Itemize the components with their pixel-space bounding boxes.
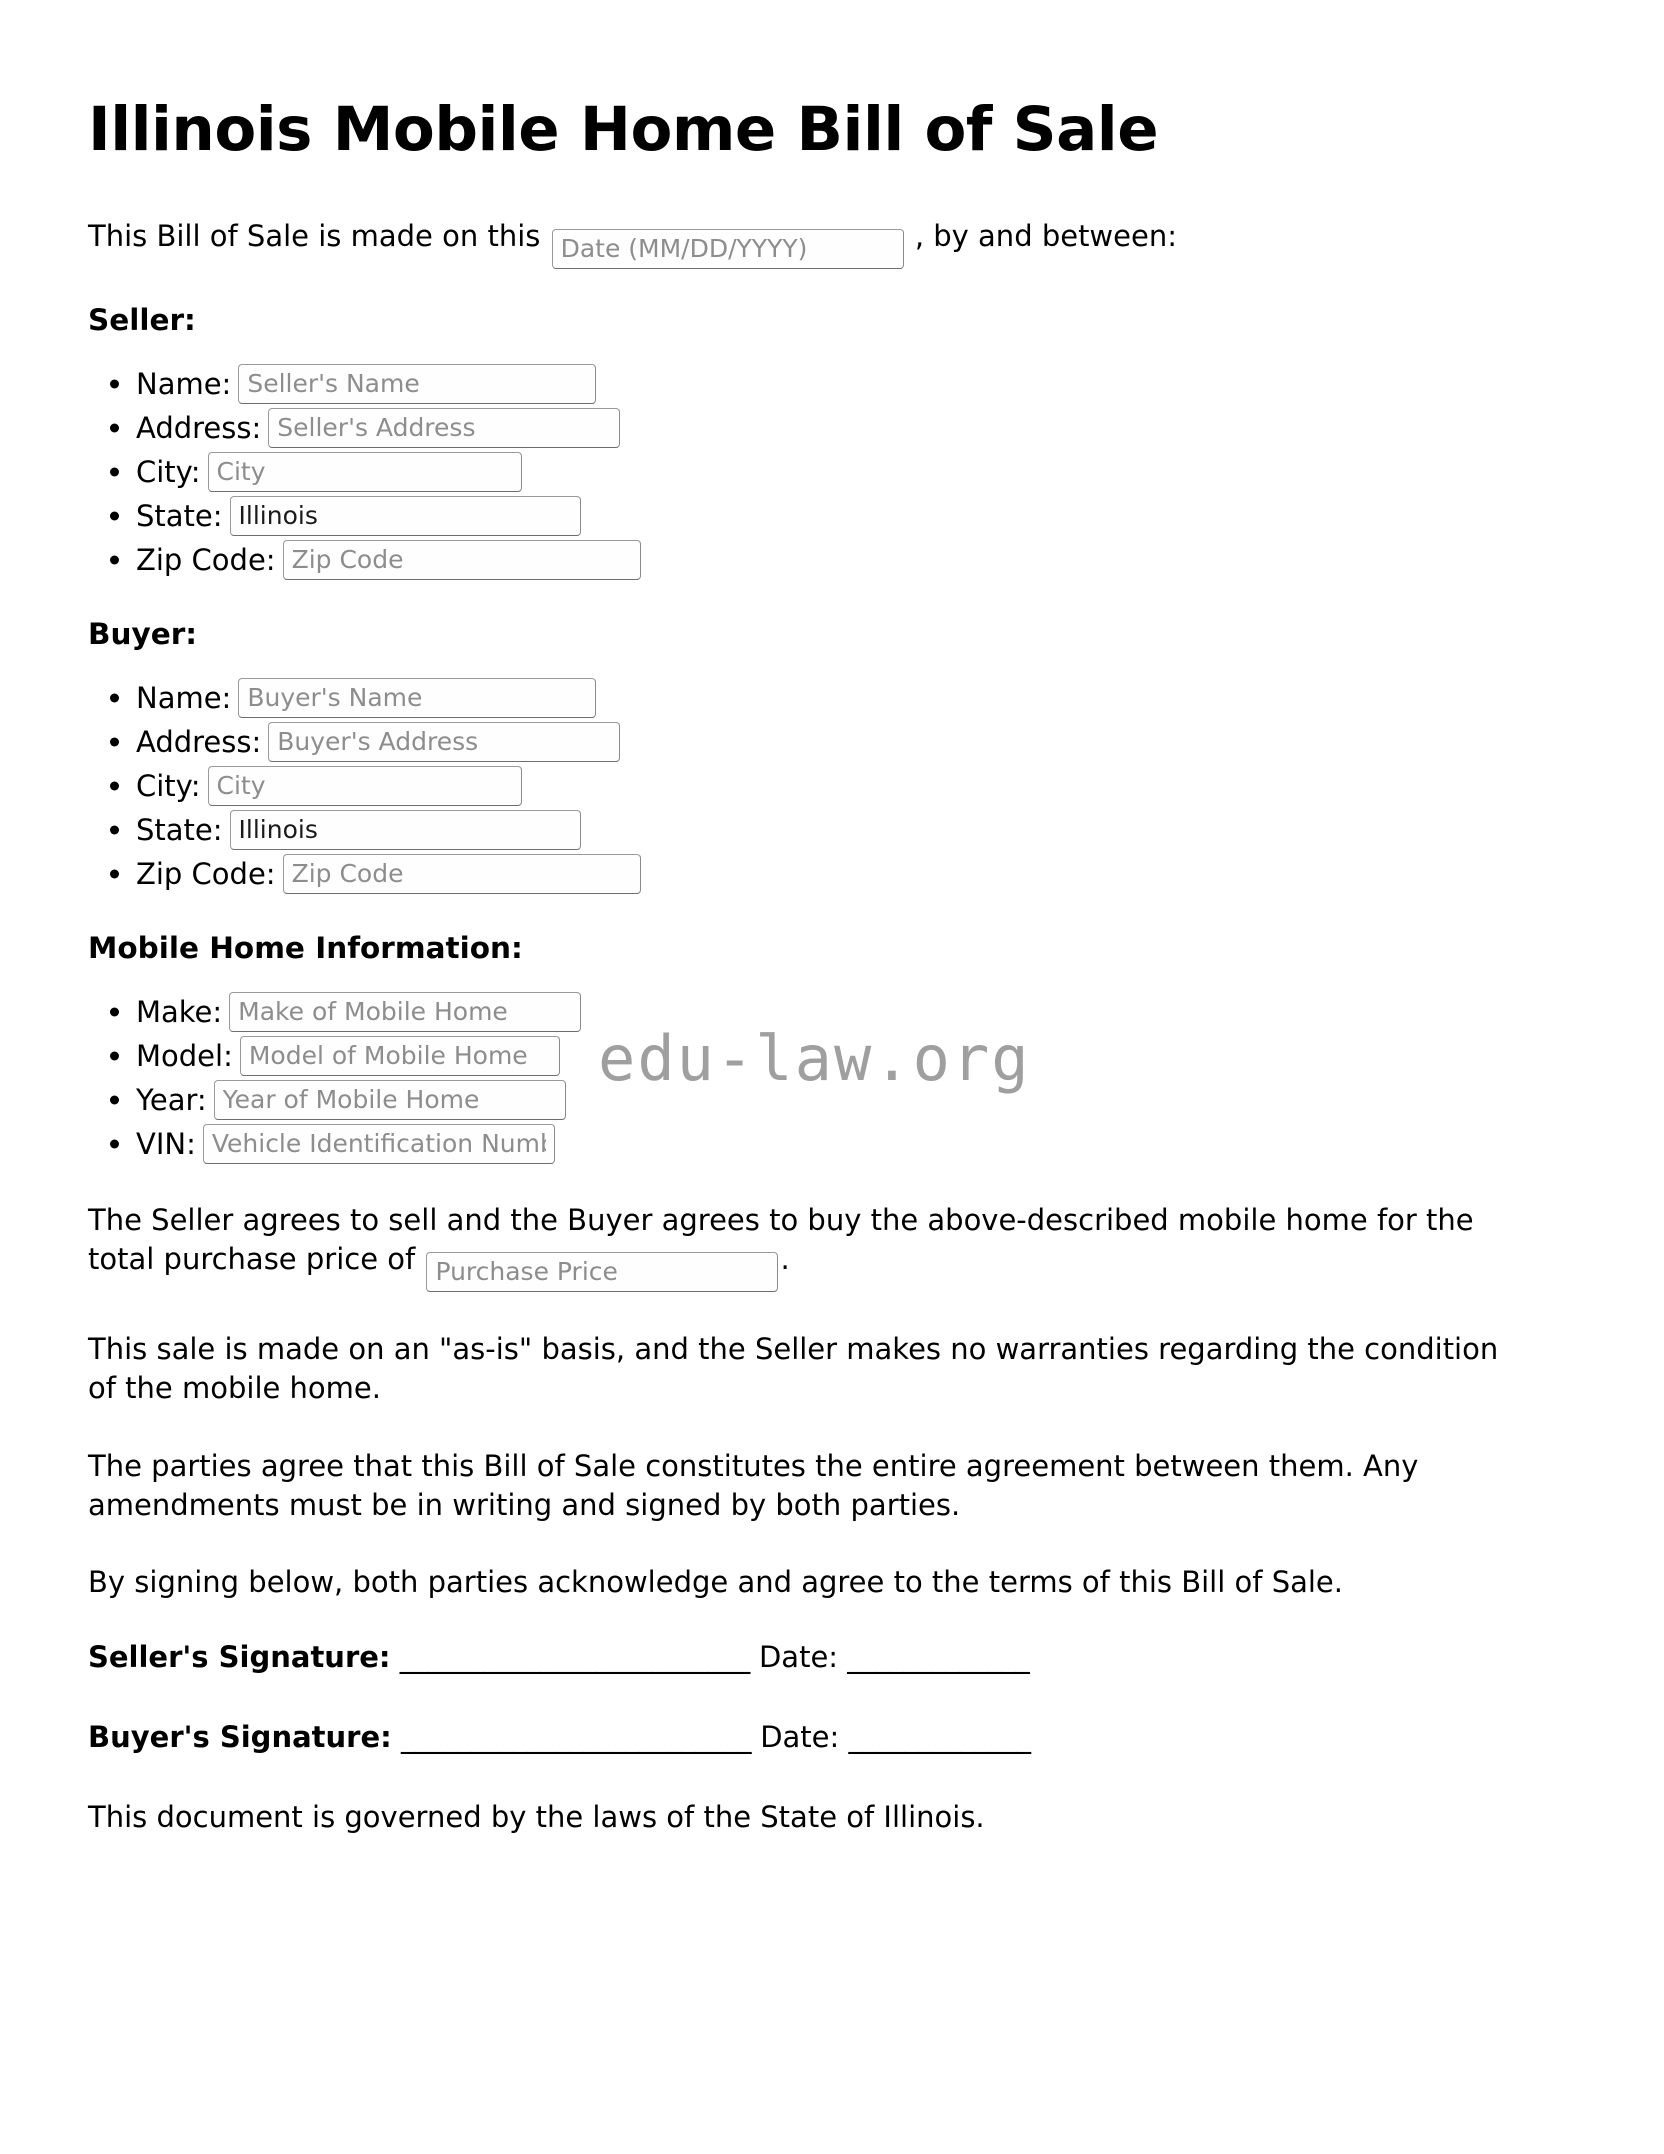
seller-name-input[interactable] [238,364,596,404]
acknowledgement-paragraph: By signing below, both parties acknowledge and agree to the terms of this Bill of Sale. [88,1564,1343,1599]
list-item [88,539,1544,581]
year-label: Year: [136,1082,207,1117]
seller-name-label: Name: [136,366,232,401]
buyer-address-label: Address: [136,724,262,759]
seller-address-label: Address: [136,410,262,445]
intro-text-before: This Bill of Sale is made on this [88,219,541,254]
seller-signature-line[interactable]: _________________________ [399,1639,750,1674]
list-item [88,1079,1544,1121]
seller-date-label: Date: [758,1639,839,1674]
list-item [88,363,1544,405]
buyer-signature-row [88,1720,1544,1754]
list-item [88,677,1544,719]
list-item [88,451,1544,493]
make-input[interactable] [229,992,581,1032]
buyer-city-input[interactable] [208,766,522,806]
seller-zip-label: Zip Code: [136,542,276,577]
buyer-address-input[interactable] [268,722,620,762]
buyer-name-label: Name: [136,680,232,715]
seller-address-input[interactable] [268,408,620,448]
buyer-state-label: State: [136,812,223,847]
list-item [88,1123,1544,1165]
seller-zip-input[interactable] [283,540,641,580]
seller-signature-label: Seller's Signature: [88,1639,391,1674]
year-input[interactable] [214,1080,566,1120]
vin-label: VIN: [136,1126,196,1161]
seller-signature-row [88,1640,1544,1674]
seller-state-input[interactable] [230,496,581,536]
buyer-signature-line[interactable]: _________________________ [400,1719,751,1754]
purchase-text-before: The Seller agrees to sell and the Buyer agrees to buy the above-described mobile home for the total purchase price of [88,1203,1474,1277]
purchase-paragraph [88,1201,1508,1292]
seller-heading: Seller: [88,303,196,338]
buyer-date-line[interactable]: _____________ [848,1719,1031,1754]
purchase-text-after: . [780,1242,790,1277]
list-item [88,1035,1544,1077]
make-label: Make: [136,994,223,1029]
governing-law-text: This document is governed by the laws of the State of Illinois. [88,1799,985,1834]
buyer-zip-label: Zip Code: [136,856,276,891]
seller-city-input[interactable] [208,452,522,492]
buyer-heading: Buyer: [88,617,198,652]
model-label: Model: [136,1038,233,1073]
list-item [88,853,1544,895]
buyer-name-input[interactable] [238,678,596,718]
model-input[interactable] [240,1036,560,1076]
buyer-signature-label: Buyer's Signature: [88,1719,392,1754]
seller-field-list [88,363,1544,581]
mobile-home-field-list [88,991,1544,1165]
list-item [88,495,1544,537]
buyer-date-label: Date: [760,1719,840,1754]
date-input[interactable] [552,229,904,269]
seller-date-line[interactable]: _____________ [847,1639,1030,1674]
watermark: edu-law.org [598,1022,1031,1095]
intro-text-after: , by and between: [914,219,1177,254]
page-title: Illinois Mobile Home Bill of Sale [88,94,1159,165]
seller-state-label: State: [136,498,223,533]
vin-input[interactable] [203,1124,555,1164]
mobile-home-heading: Mobile Home Information: [88,931,523,966]
entire-agreement-paragraph: The parties agree that this Bill of Sale constitutes the entire agreement between them. Any amendments must be in writing and signed by both parties. [88,1448,1419,1522]
list-item [88,407,1544,449]
list-item [88,765,1544,807]
seller-city-label: City: [136,454,201,489]
list-item [88,991,1544,1033]
purchase-price-input[interactable] [426,1252,778,1292]
buyer-zip-input[interactable] [283,854,641,894]
list-item [88,721,1544,763]
as-is-paragraph: This sale is made on an "as-is" basis, and the Seller makes no warranties regarding the condition of the mobile home. [88,1332,1499,1406]
intro-paragraph [88,217,1508,269]
buyer-state-input[interactable] [230,810,581,850]
list-item [88,809,1544,851]
buyer-city-label: City: [136,768,201,803]
buyer-field-list [88,677,1544,895]
